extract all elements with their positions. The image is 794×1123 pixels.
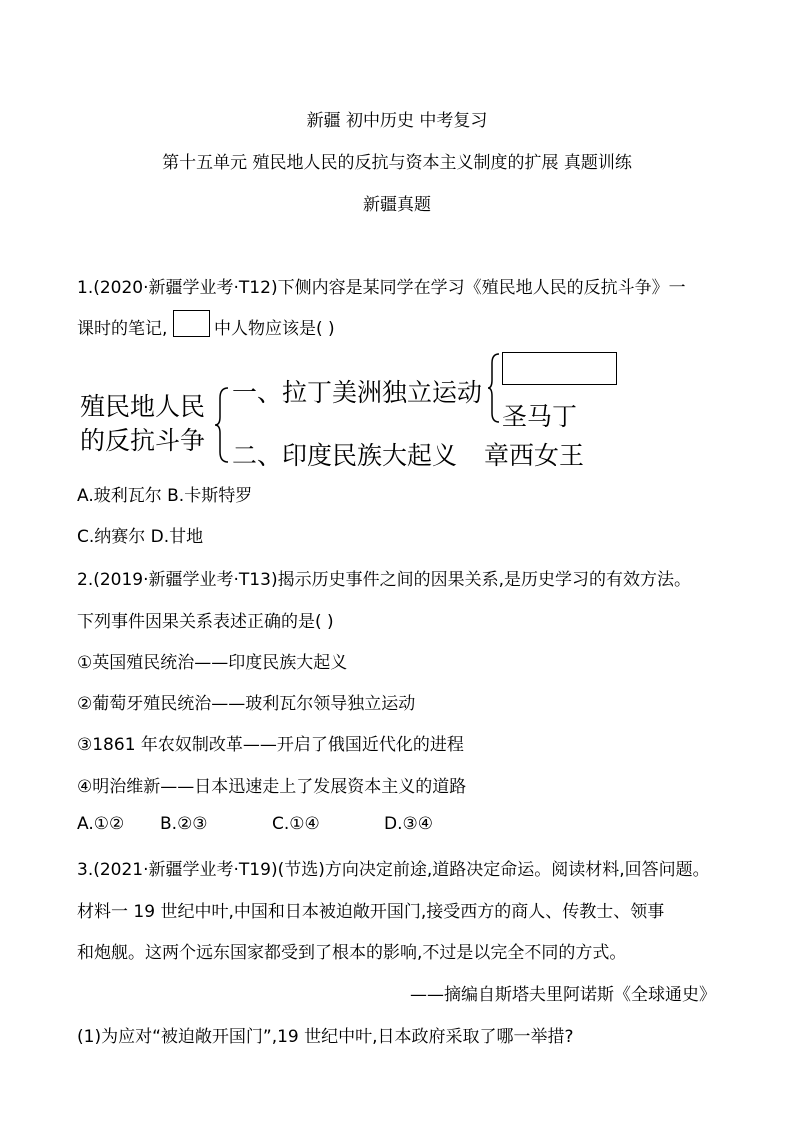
- q2-stem-line1: 2.(2019·新疆学业考·T13)揭示历史事件之间的因果关系,是历史学习的有效方法。: [77, 570, 691, 590]
- diagram-sub2: 章西女王: [484, 441, 585, 470]
- q3-material-line1: 材料一 19 世纪中叶,中国和日本被迫敞开国门,接受西方的商人、传教士、领事: [77, 902, 665, 922]
- q1-stem-line2-post: 中人物应该是( ): [214, 319, 335, 339]
- q2-item-2: ②葡萄牙殖民统治——玻利瓦尔领导独立运动: [77, 694, 416, 714]
- q1-options-row1: A.玻利瓦尔 B.卡斯特罗: [77, 486, 253, 506]
- diagram-left-brace: [214, 386, 230, 464]
- q1-answer-blank-box: [173, 310, 210, 337]
- doc-header-line1: 新疆 初中历史 中考复习: [306, 111, 488, 131]
- q2-option-d: D.③④: [384, 814, 433, 834]
- q2-item-4: ④明治维新——日本迅速走上了发展资本主义的道路: [77, 777, 467, 797]
- q3-stem-line1: 3.(2021·新疆学业考·T19)(节选)方向决定前途,道路决定命运。阅读材料,回答问题。: [77, 860, 710, 880]
- q2-option-b: B.②③: [160, 814, 208, 834]
- q2-item-1: ①英国殖民统治——印度民族大起义: [77, 653, 348, 673]
- q2-stem-line2: 下列事件因果关系表述正确的是( ): [77, 612, 334, 632]
- diagram-answer-box: [502, 352, 617, 385]
- q2-item-3: ③1861 年农奴制改革——开启了俄国近代化的进程: [77, 735, 464, 755]
- q1-stem-line1: 1.(2020·新疆学业考·T12)下侧内容是某同学在学习《殖民地人民的反抗斗争》一: [77, 278, 686, 298]
- diagram-branch2: 二、印度民族大起义: [232, 441, 458, 470]
- q1-stem-line2-pre: 课时的笔记,: [77, 319, 168, 339]
- q1-options-row2: C.纳赛尔 D.甘地: [77, 527, 204, 547]
- diagram-sub1: 圣马丁: [502, 402, 578, 431]
- diagram-branch1: 一、拉丁美洲独立运动: [232, 378, 483, 407]
- diagram-left-line1: 殖民地人民: [80, 392, 206, 421]
- doc-header-line3: 新疆真题: [363, 195, 431, 215]
- q3-material-line2: 和炮舰。这两个远东国家都受到了根本的影响,不过是以完全不同的方式。: [77, 943, 627, 963]
- doc-header-line2: 第十五单元 殖民地人民的反抗与资本主义制度的扩展 真题训练: [162, 153, 632, 173]
- q3-material-source: ——摘编自斯塔夫里阿诺斯《全球通史》: [410, 985, 716, 1005]
- diagram-right-brace: [487, 352, 501, 424]
- q2-option-c: C.①④: [272, 814, 320, 834]
- diagram-left-line2: 的反抗斗争: [80, 426, 206, 455]
- q2-option-a: A.①②: [77, 814, 125, 834]
- q3-sub-question-1: (1)为应对“被迫敞开国门”,19 世纪中叶,日本政府采取了哪一举措?: [77, 1027, 574, 1047]
